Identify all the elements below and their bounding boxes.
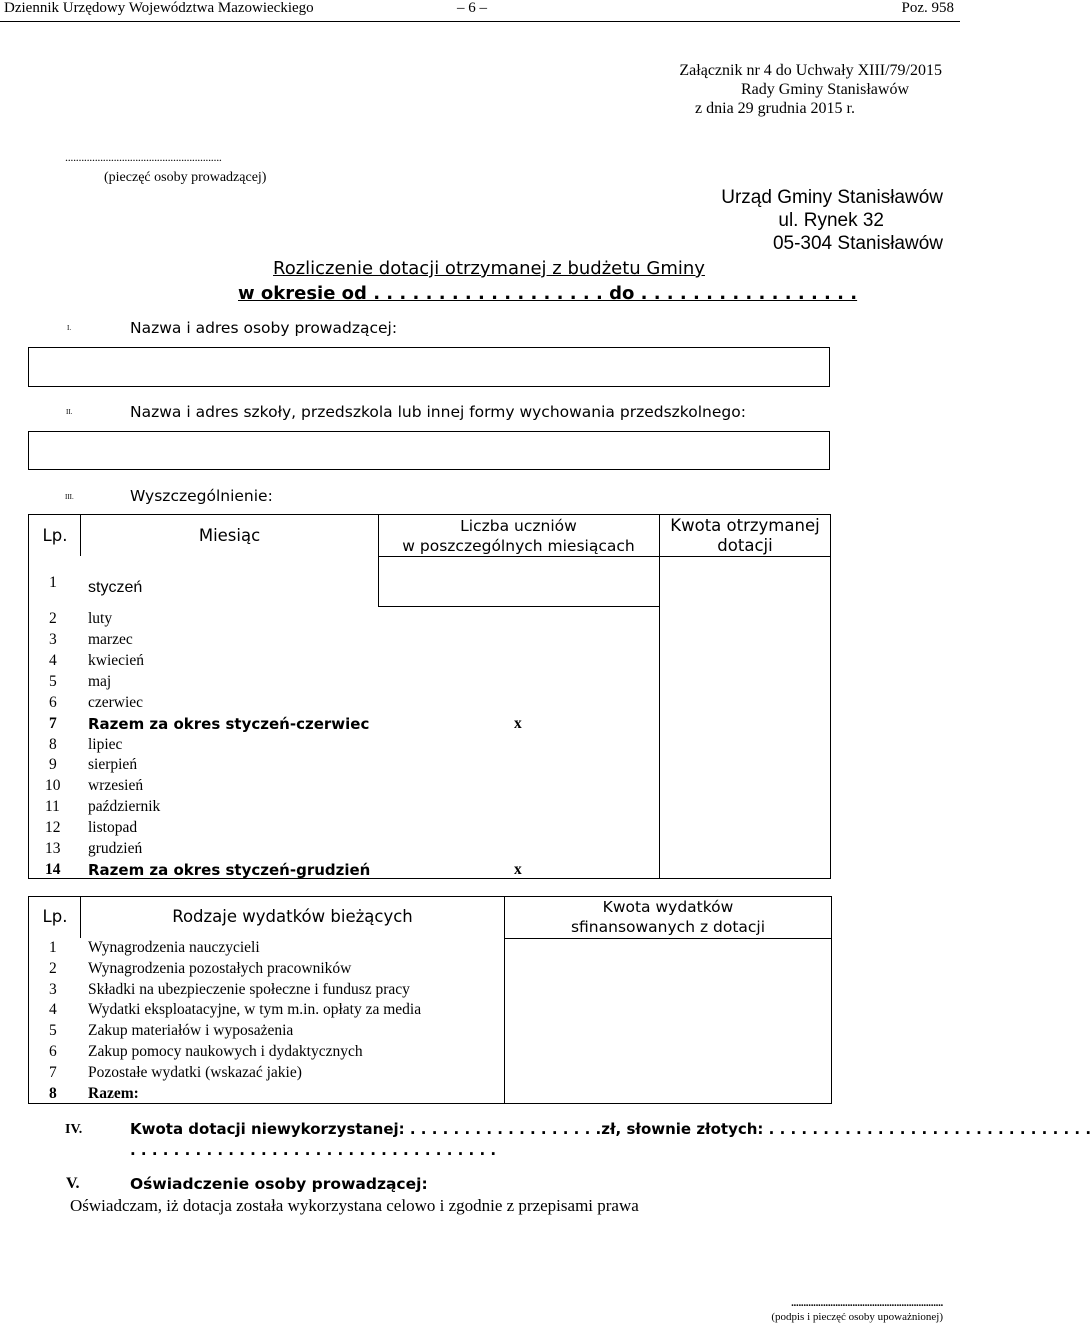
row-lp: 9 — [49, 756, 57, 773]
section-5-number: V. — [66, 1175, 80, 1192]
page-number: – 6 – — [457, 0, 487, 16]
signature-label: (podpis i pieczęć osoby upoważnionej) — [771, 1311, 943, 1323]
row-month: maj — [88, 673, 112, 690]
row-type: Wynagrodzenia nauczycieli — [88, 939, 260, 956]
row-lp: 4 — [49, 652, 57, 669]
row-lp: 10 — [45, 777, 61, 794]
table1-header-month: Miesiąc — [198, 526, 261, 545]
office-line-2: ul. Rynek 32 — [778, 210, 884, 231]
row-lp: 7 — [49, 715, 57, 732]
row-month: listopad — [88, 819, 138, 836]
section-2-number: II. — [66, 408, 73, 416]
row-type: Pozostałe wydatki (wskazać jakie) — [88, 1064, 302, 1081]
row-lp: 1 — [49, 939, 57, 956]
row-type: Składki na ubezpieczenie społeczne i fundusz pracy — [88, 981, 410, 998]
table1-header-lp: Lp. — [42, 526, 68, 545]
table2-header-amount-2: sfinansowanych z dotacji — [570, 918, 766, 936]
office-line-3: 05-304 Stanisławów — [772, 233, 943, 254]
row-count: x — [514, 861, 522, 878]
row-lp: 5 — [49, 1022, 57, 1039]
row-lp: 3 — [49, 631, 57, 648]
row-month: Razem za okres styczeń-czerwiec — [88, 715, 370, 733]
row-type: Zakup materiałów i wyposażenia — [88, 1022, 294, 1039]
office-line-1: Urząd Gminy Stanisławów — [721, 187, 943, 208]
row-month: grudzień — [88, 840, 143, 857]
school-name-field[interactable] — [28, 431, 830, 470]
table1-header-count-2: w poszczególnych miesiącach — [402, 537, 635, 555]
row-month: sierpień — [88, 756, 138, 773]
section-2-label: Nazwa i adres szkoły, przedszkola lub innej formy wychowania przedszkolnego: — [130, 403, 746, 421]
row-lp: 8 — [49, 1085, 57, 1102]
row-month: kwiecień — [88, 652, 144, 669]
table2-header-type: Rodzaje wydatków bieżących — [172, 907, 413, 926]
unused-subsidy-line-2: . . . . . . . . . . . . . . . . . . . . . . . . . . . . . . . . . . — [130, 1141, 497, 1159]
row-lp: 7 — [49, 1064, 57, 1081]
row-type: Zakup pomocy naukowych i dydaktycznych — [88, 1043, 363, 1060]
row-type: Wynagrodzenia pozostałych pracowników — [88, 960, 352, 977]
row-lp: 11 — [45, 798, 60, 815]
row-lp: 12 — [45, 819, 61, 836]
row-lp: 5 — [49, 673, 57, 690]
annex-line-2: Rady Gminy Stanisławów — [741, 81, 909, 98]
row-lp: 4 — [49, 1001, 57, 1018]
section-3-number: III. — [65, 493, 74, 501]
row-count: x — [514, 715, 522, 732]
row-month: październik — [88, 798, 161, 815]
statement-text: Oświadczam, iż dotacja została wykorzystana celowo i zgodnie z przepisami prawa — [70, 1196, 639, 1215]
row-lp: 2 — [49, 960, 57, 977]
row-month: Razem za okres styczeń-grudzień — [88, 861, 371, 879]
row-month: wrzesień — [88, 777, 144, 794]
row-month: styczeń — [88, 579, 143, 596]
row-lp: 6 — [49, 1043, 57, 1060]
stamp-label: (pieczęć osoby prowadzącej) — [104, 170, 267, 185]
header-rule — [0, 21, 960, 22]
row-lp: 1 — [49, 574, 57, 591]
section-1-label: Nazwa i adres osoby prowadzącej: — [130, 319, 398, 337]
row-month: czerwiec — [88, 694, 144, 711]
statement-label: Oświadczenie osoby prowadzącej: — [130, 1175, 428, 1193]
row-type: Wydatki eksploatacyjne, w tym m.in. opłaty za media — [88, 1001, 422, 1018]
period-line: w okresie od . . . . . . . . . . . . . . . . . . do . . . . . . . . . . . . . . . . . — [238, 283, 858, 304]
stamp-dots: .......................................................... — [65, 150, 222, 164]
table2-header-amount-1: Kwota wydatków — [602, 898, 734, 916]
document-title: Rozliczenie dotacji otrzymanej z budżetu Gminy — [273, 258, 705, 279]
row-month: luty — [88, 610, 113, 627]
row-lp: 14 — [45, 861, 61, 878]
signature-dots: .............................................................. — [791, 1297, 943, 1309]
row-month: marzec — [88, 631, 133, 648]
table1-header-amount-1: Kwota otrzymanej — [670, 516, 820, 535]
unused-subsidy-line: Kwota dotacji niewykorzystanej: . . . . . . . . . . . . . . . . . .zł, słownie złotych: . . . . . . . . . . . . . . . . . . . . . . . . . . . . . . — [130, 1120, 1091, 1138]
row-lp: 8 — [49, 736, 57, 753]
operator-name-field[interactable] — [28, 347, 830, 387]
row-lp: 2 — [49, 610, 57, 627]
section-4-number: IV. — [65, 1122, 83, 1137]
journal-title: Dziennik Urzędowy Województwa Mazowieckiego — [4, 0, 314, 16]
table1-header-amount-2: dotacji — [717, 536, 773, 555]
row-lp: 3 — [49, 981, 57, 998]
table1-header-count-1: Liczba uczniów — [460, 517, 577, 535]
position-number: Poz. 958 — [901, 0, 954, 16]
section-1-number: I. — [67, 324, 72, 332]
row-lp: 13 — [45, 840, 61, 857]
annex-line-1: Załącznik nr 4 do Uchwały XIII/79/2015 — [679, 62, 942, 79]
row-lp: 6 — [49, 694, 57, 711]
row-month: lipiec — [88, 736, 123, 753]
annex-line-3: z dnia 29 grudnia 2015 r. — [695, 100, 855, 117]
table2-header-lp: Lp. — [42, 907, 68, 926]
row-type: Razem: — [88, 1085, 139, 1102]
section-3-label: Wyszczególnienie: — [130, 487, 273, 505]
